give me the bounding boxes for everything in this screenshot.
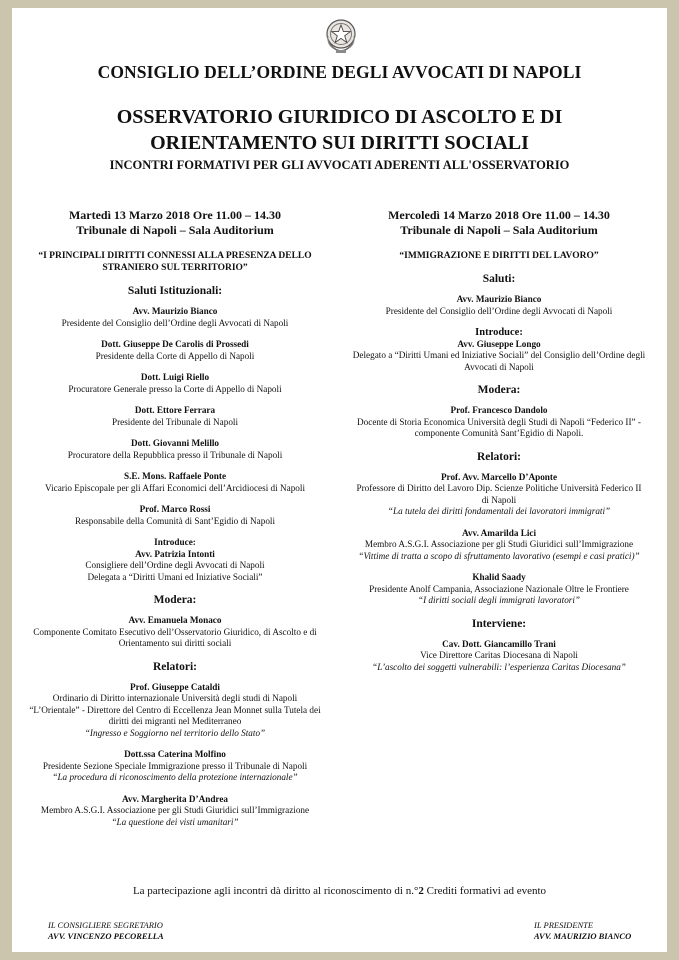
speaker-entry (20, 339, 330, 362)
signature-name: AVV. MAURIZIO BIANCO (534, 931, 632, 941)
signature-secretary (48, 920, 164, 942)
speaker-role: Avvocati di Napoli (464, 361, 534, 372)
section-heading: Saluti: (482, 273, 516, 285)
speaker-name: Avv. Maurizio Bianco (456, 294, 542, 304)
moderator-entry (344, 405, 654, 440)
speaker-entry (344, 639, 654, 674)
speaker-role: Vicario Episcopale per gli Affari Economici dell’Arcidiocesi di Napoli (44, 482, 306, 493)
introduce-block (20, 537, 330, 583)
speaker-entry (20, 682, 330, 740)
moderator-entry (20, 615, 330, 650)
speaker-role: Presidente del Tribunale di Napoli (111, 416, 239, 427)
speaker-entry (20, 372, 330, 395)
speaker-entry (344, 572, 654, 607)
talk-title: “I diritti sociali degli immigrati lavoratori” (417, 595, 581, 605)
speaker-role: Ordinario di Diritto internazionale Università degli studi di Napoli (52, 693, 298, 703)
speaker-role: Procuratore Generale presso la Corte di Appello di Napoli (68, 383, 282, 394)
event-venue: Tribunale di Napoli – Sala Auditorium (400, 223, 598, 237)
credits-text-end: Crediti formativi ad evento (423, 885, 547, 897)
speaker-role: Presidente del Consiglio dell’Ordine degli Avvocati di Napoli (61, 317, 289, 328)
poster-sheet (12, 8, 667, 952)
speaker-entry (20, 794, 330, 829)
talk-title: “Vittime di tratta a scopo di sfruttamento lavorativo (esempi e casi pratici)” (358, 550, 640, 561)
speaker-name: Avv. Maurizio Bianco (132, 306, 218, 316)
speaker-role: Presidente Anolf Campania, Associazione Nazionale Oltre le Frontiere (369, 583, 629, 594)
speaker-name: Prof. Avv. Marcello D’Aponte (440, 471, 558, 482)
event-day-1 (20, 208, 330, 838)
speaker-name: Avv. Emanuela Monaco (128, 615, 222, 625)
speaker-name: Dott. Luigi Riello (140, 372, 210, 382)
speaker-role: Componente Comitato Esecutivo dell’Osservatorio Giuridico, di Ascolto e di (33, 626, 317, 637)
signature-role: IL CONSIGLIERE SEGRETARIO (48, 920, 163, 930)
event-day-2 (344, 208, 654, 683)
credits-text: La partecipazione agli incontri dà diritto al riconoscimento di n.° (132, 885, 419, 897)
speaker-name: Dott. Ettore Ferrara (134, 405, 216, 415)
talk-title: “L’ascolto dei soggetti vulnerabili: l’esperienza Caritas Diocesana” (372, 661, 626, 672)
speaker-role: Presidente Sezione Speciale Immigrazione presso il Tribunale di Napoli (42, 760, 308, 771)
emblem-icon (323, 16, 359, 54)
talk-title: “La questione dei visti umanitari” (111, 816, 239, 827)
speaker-name: Khalid Saady (472, 572, 526, 582)
speaker-role: Membro A.S.G.I. Associazione per gli Studi Giuridici sull’Immigrazione (40, 805, 310, 815)
subtitle: INCONTRI FORMATIVI PER GLI AVVOCATI ADERENTI ALL'OSSERVATORIO (109, 158, 570, 172)
credits-count: 2 (418, 885, 424, 897)
speaker-role: Presidente della Corte di Appello di Napoli (95, 350, 255, 361)
speaker-entry (20, 749, 330, 784)
speaker-role: di Napoli (481, 494, 517, 505)
speaker-role: Orientamento sui diritti sociali (118, 638, 232, 648)
signature-president (534, 920, 631, 942)
introduce-block (344, 327, 654, 373)
speaker-name: Avv. Margherita D’Andrea (121, 793, 229, 804)
section-heading: Relatori: (476, 450, 522, 463)
section-heading: Introduce: (154, 537, 196, 547)
speaker-name: Prof. Francesco Dandolo (450, 405, 548, 415)
section-heading: Introduce: (475, 327, 523, 338)
section-heading: Saluti Istituzionali: (127, 285, 223, 297)
speaker-entry (20, 504, 330, 527)
section-heading: Modera: (153, 594, 197, 606)
main-title-line-2: ORIENTAMENTO SUI DIRITTI SOCIALI (150, 132, 529, 154)
talk-title: “La procedura di riconoscimento della protezione internazionale” (52, 772, 298, 782)
speaker-role: Consigliere dell’Ordine degli Avvocati di Napoli (85, 560, 265, 570)
speaker-role: Membro A.S.G.I. Associazione per gli Studi Giuridici sull’Immigrazione (364, 539, 634, 549)
speaker-role: Professore di Diritto del Lavoro Dip. Scienze Politiche Università Federico II (356, 483, 642, 493)
speaker-role: “L’Orientale” - Direttore del Centro di Eccellenza Jean Monnet sulla Tutela dei (29, 704, 321, 715)
speaker-name: Dott.ssa Caterina Molfino (124, 749, 226, 759)
speaker-entry (344, 528, 654, 563)
organization-title: CONSIGLIO DELL’ORDINE DEGLI AVVOCATI DI NAPOLI (97, 62, 582, 82)
section-heading: Interviene: (471, 617, 527, 630)
event-topic: “I PRINCIPALI DIRITTI CONNESSI ALLA PRESENZA DELLO STRANIERO SUL TERRITORIO” (38, 251, 312, 273)
speaker-name: Avv. Giuseppe Longo (457, 338, 541, 349)
speaker-entry (20, 471, 330, 494)
speaker-entry (20, 405, 330, 428)
speaker-role: Responsabile della Comunità di Sant’Egidio di Napoli (74, 515, 276, 526)
speaker-entry (344, 294, 654, 317)
speaker-name: Dott. Giovanni Melillo (130, 438, 220, 448)
speaker-name: Avv. Amarilda Lici (461, 527, 537, 538)
speaker-entry (20, 438, 330, 461)
event-venue: Tribunale di Napoli – Sala Auditorium (76, 223, 274, 237)
event-date: Martedì 13 Marzo 2018 Ore 11.00 – 14.30 (68, 208, 282, 222)
main-title-line-1: OSSERVATORIO GIURIDICO DI ASCOLTO E DI (116, 106, 563, 128)
speaker-role: Delegato a “Diritti Umani ed Iniziative Sociali” del Consiglio dell’Ordine degli (352, 350, 646, 360)
section-heading: Modera: (477, 384, 521, 396)
speaker-role: Docente di Storia Economica Università degli Studi di Napoli “Federico II” - (357, 416, 641, 427)
speaker-name: Avv. Patrizia Intonti (135, 548, 215, 559)
speaker-role: Delegata a “Diritti Umani ed Iniziative Sociali” (87, 571, 263, 582)
speaker-role: Presidente del Consiglio dell’Ordine degli Avvocati di Napoli (385, 305, 613, 316)
speaker-name: Cav. Dott. Giancamillo Trani (442, 638, 556, 649)
credits-note (12, 885, 667, 897)
speaker-role: diritti dei migranti nel Mediterraneo (108, 716, 242, 726)
talk-title: “Ingresso e Soggiorno nel territorio dello Stato” (84, 727, 266, 738)
speaker-name: Dott. Giuseppe De Carolis di Prossedi (101, 339, 249, 349)
talk-title: “La tutela dei diritti fondamentali dei lavoratori immigrati” (387, 506, 611, 516)
speaker-role: Vice Direttore Caritas Diocesana di Napoli (420, 650, 578, 660)
signature-name: AVV. VINCENZO PECORELLA (48, 931, 164, 941)
speaker-name: Prof. Giuseppe Cataldi (130, 681, 220, 692)
section-heading: Relatori: (152, 660, 198, 673)
speaker-name: S.E. Mons. Raffaele Ponte (123, 471, 227, 481)
event-topic: “IMMIGRAZIONE E DIRITTI DEL LAVORO” (399, 251, 599, 261)
speaker-entry (20, 306, 330, 329)
signature-role: IL PRESIDENTE (534, 920, 594, 930)
speaker-name: Prof. Marco Rossi (139, 504, 211, 514)
event-date: Mercoledì 14 Marzo 2018 Ore 11.00 – 14.30 (388, 208, 610, 222)
speaker-entry (344, 472, 654, 518)
speaker-role: componente Comunità Sant’Egidio di Napoli. (414, 428, 584, 438)
speaker-role: Procuratore della Repubblica presso il Tribunale di Napoli (67, 449, 283, 460)
